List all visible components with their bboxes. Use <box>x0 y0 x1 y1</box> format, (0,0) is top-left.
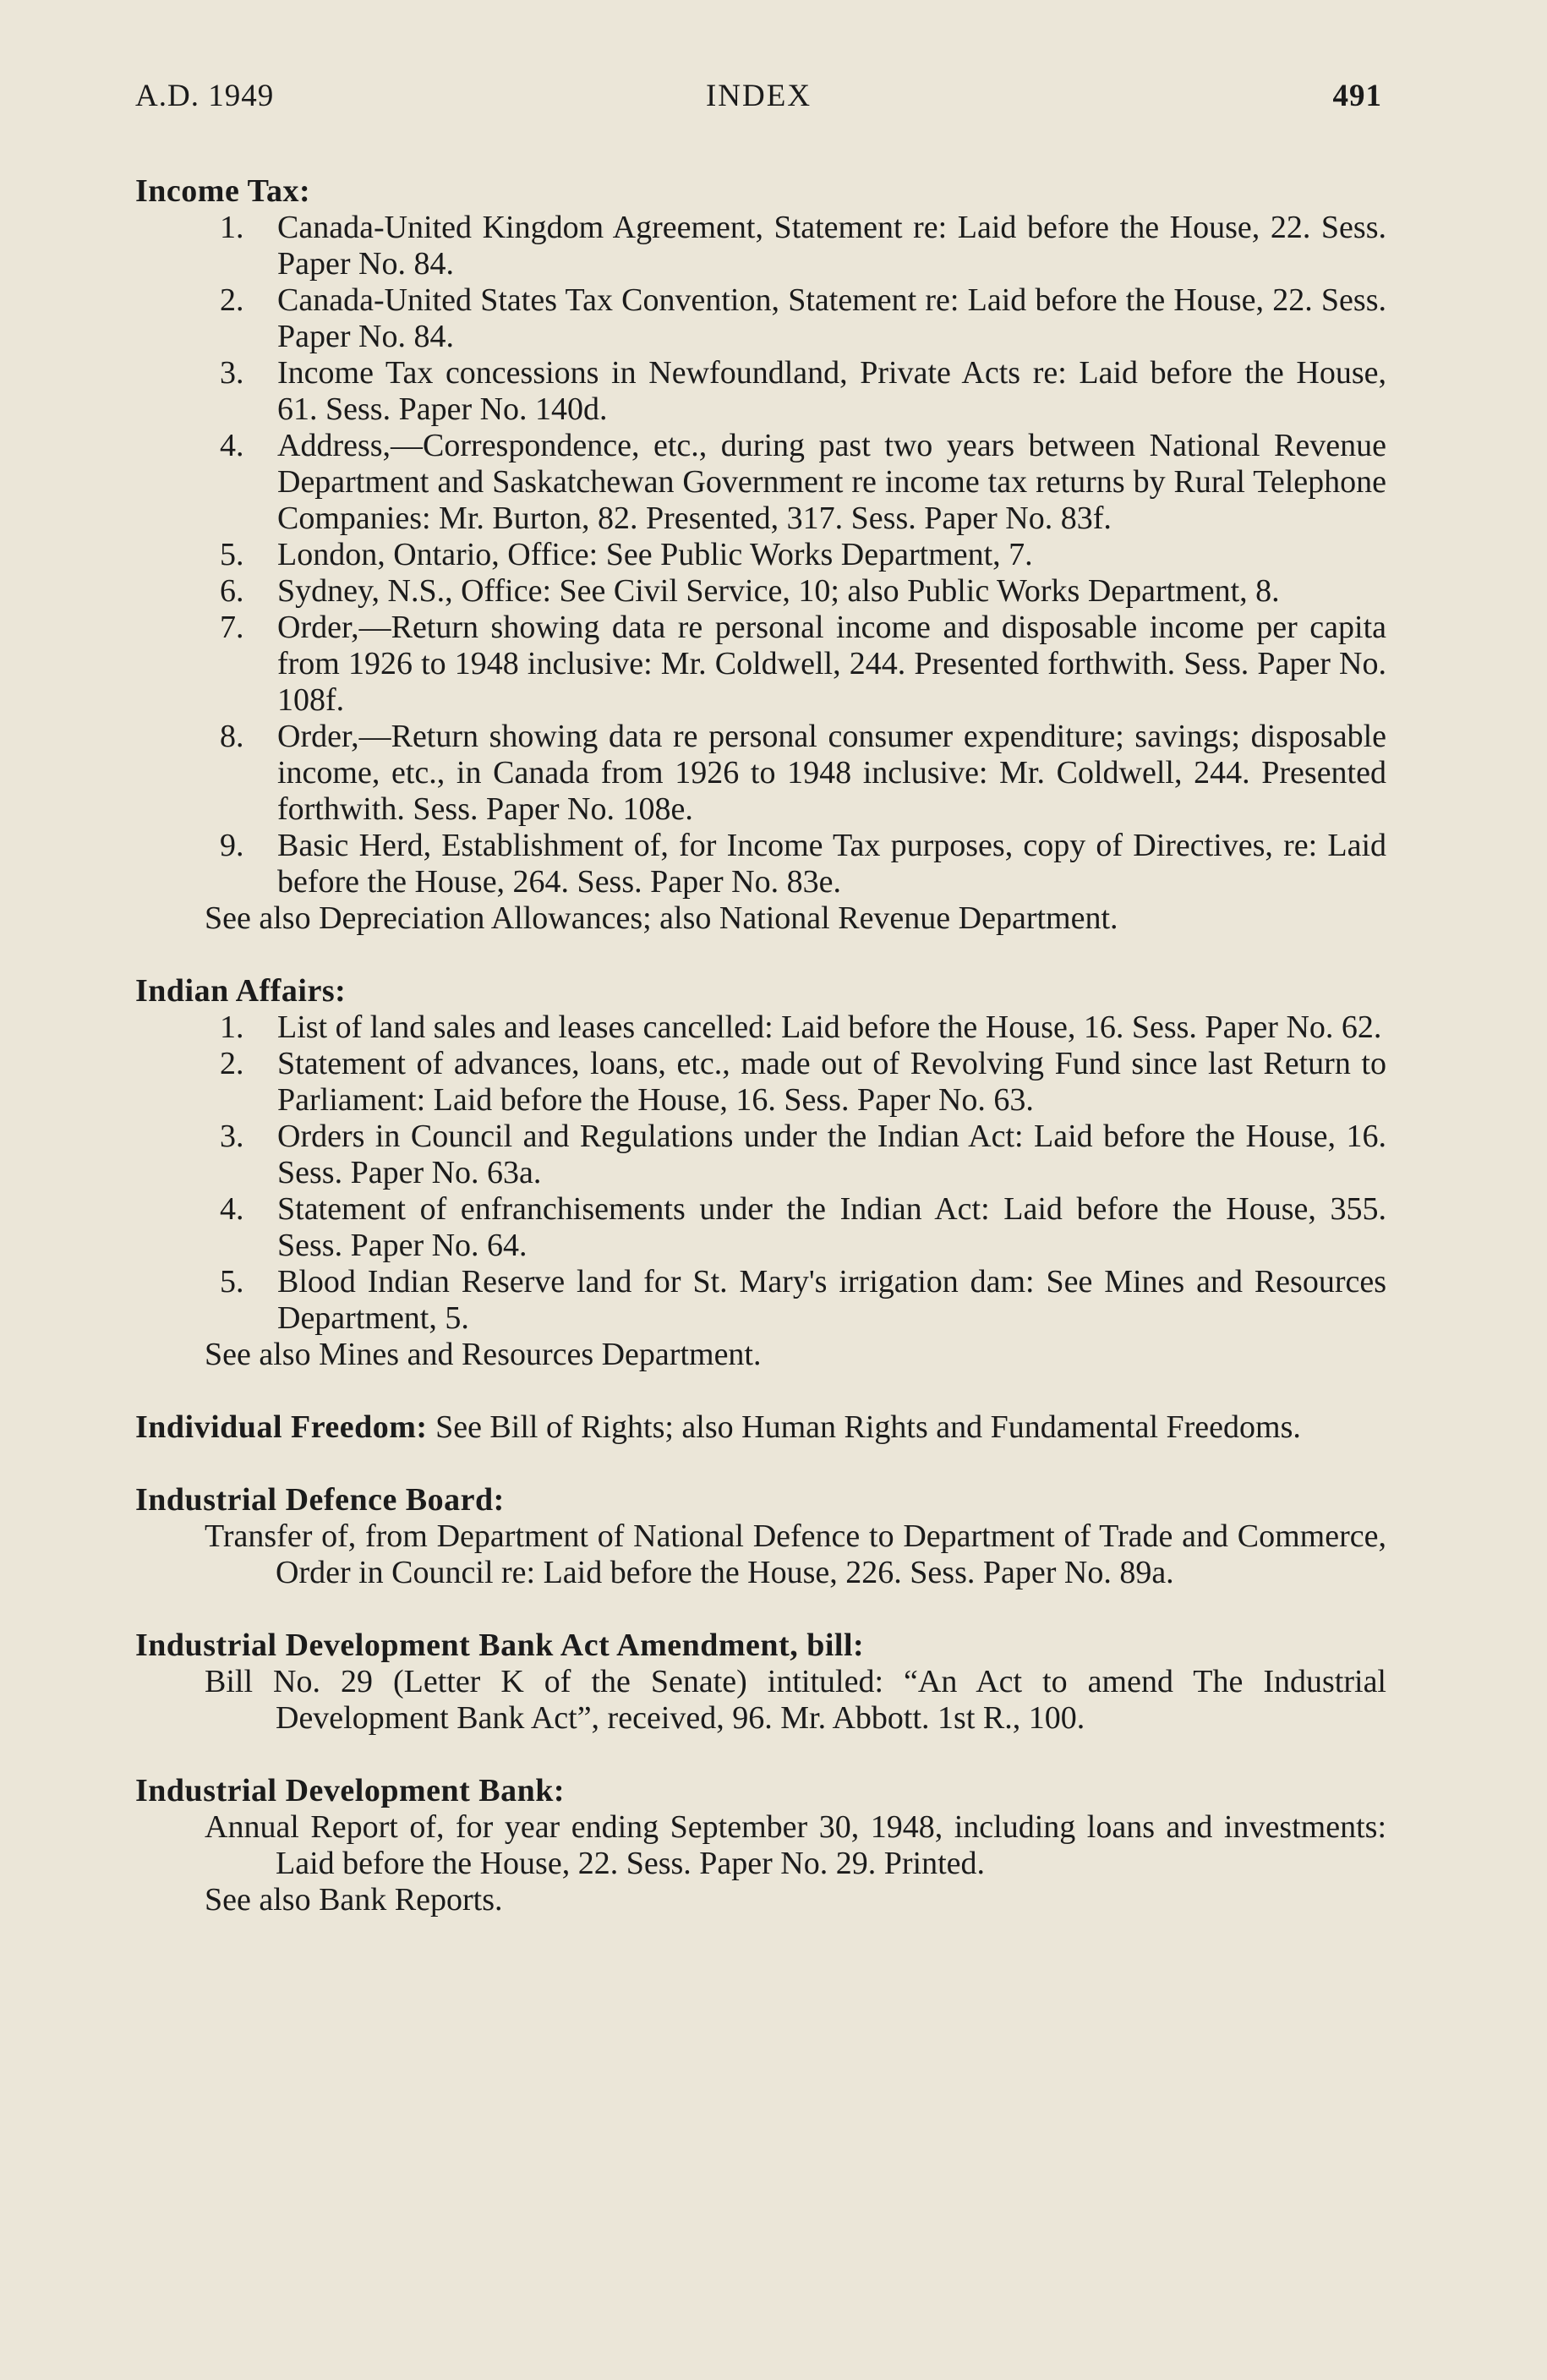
item-number: 1. <box>220 1009 244 1045</box>
item-number: 8. <box>220 719 244 754</box>
entry-individual-freedom <box>135 1409 1386 1446</box>
item-text: List of land sales and leases cancelled: Laid before the House, 16. Sess. Paper No. 62. <box>277 1009 1382 1045</box>
item-number: 7. <box>220 610 244 645</box>
header-title: INDEX <box>705 79 812 113</box>
item-text: Address,—Correspondence, etc., during past two years between National Revenue Department and Saskatchewan Government re income tax returns by Rural Telephone Companies: Mr. Burton, 82. Presented, 317. Sess. Paper No. 83f. <box>277 428 1386 536</box>
entry-heading: Industrial Development Bank: <box>135 1773 566 1808</box>
item-text: Blood Indian Reserve land for St. Mary's irrigation dam: See Mines and Resources Department, 5. <box>277 1264 1386 1336</box>
item-text: Basic Herd, Establishment of, for Income Tax purposes, copy of Directives, re: Laid before the House, 264. Sess. Paper No. 83e. <box>277 828 1386 900</box>
entry-items <box>135 210 1386 900</box>
item-text: Orders in Council and Regulations under the Indian Act: Laid before the House, 16. Sess. Paper No. 63a. <box>277 1119 1386 1190</box>
item-number: 3. <box>220 355 244 391</box>
entry-heading: Industrial Development Bank Act Amendment, bill: <box>135 1628 865 1663</box>
item-number: 1. <box>220 210 244 245</box>
item-number: 9. <box>220 828 244 863</box>
item-text: Order,—Return showing data re personal income and disposable income per capita from 1926 to 1948 inclusive: Mr. Coldwell, 244. Presented forthwith. Sess. Paper No. 108f. <box>277 610 1386 718</box>
running-head <box>135 78 1382 129</box>
item-text: London, Ontario, Office: See Public Works Department, 7. <box>277 537 1033 572</box>
entry-industrial-development-bank-act <box>135 1628 1386 1737</box>
entry-heading: Individual Freedom: <box>135 1409 428 1445</box>
item-number: 5. <box>220 537 244 572</box>
entry-income-tax <box>135 173 1386 937</box>
item-text: Order,—Return showing data re personal consumer expenditure; savings; disposable income, etc., in Canada from 1926 to 1948 inclusive: Mr. Coldwell, 244. Presented forthwith. Sess. Paper No. 108e. <box>277 719 1386 827</box>
item-number: 3. <box>220 1119 244 1154</box>
index-content <box>135 173 1386 1955</box>
item-text: Sydney, N.S., Office: See Civil Service, 10; also Public Works Department, 8. <box>277 573 1280 609</box>
entry-heading: Indian Affairs: <box>135 973 347 1009</box>
list-item <box>135 1046 1386 1119</box>
item-number: 4. <box>220 428 244 463</box>
item-text: Canada-United States Tax Convention, Statement re: Laid before the House, 22. Sess. Paper No. 84. <box>277 282 1386 354</box>
list-item <box>135 355 1386 428</box>
list-item <box>135 610 1386 719</box>
item-text: Canada-United Kingdom Agreement, Statement re: Laid before the House, 22. Sess. Paper No. 84. <box>277 210 1386 282</box>
entry-industrial-development-bank <box>135 1773 1386 1918</box>
item-text: Statement of enfranchisements under the Indian Act: Laid before the House, 355. Sess. Paper No. 64. <box>277 1191 1386 1263</box>
item-number: 6. <box>220 573 244 609</box>
item-number: 2. <box>220 1046 244 1081</box>
item-text: Statement of advances, loans, etc., made out of Revolving Fund since last Return to Parliament: Laid before the House, 16. Sess. Paper No. 63. <box>277 1046 1386 1118</box>
list-item <box>135 1191 1386 1264</box>
entry-inline <box>135 1409 1386 1446</box>
entry-text: Annual Report of, for year ending September 30, 1948, including loans and investments: Laid before the House, 22. Sess. Paper No. 29. Printed. <box>205 1809 1386 1881</box>
entry-heading: Industrial Defence Board: <box>135 1482 505 1518</box>
entry-indian-affairs <box>135 973 1386 1373</box>
list-item <box>135 537 1386 573</box>
entry-heading: Income Tax: <box>135 173 311 209</box>
item-number: 5. <box>220 1264 244 1299</box>
list-item <box>135 1119 1386 1191</box>
see-also-reference: See also Mines and Resources Department. <box>205 1337 762 1372</box>
list-item <box>135 828 1386 900</box>
list-item <box>135 428 1386 537</box>
see-also-reference: See also Depreciation Allowances; also National Revenue Department. <box>205 900 1118 936</box>
item-number: 2. <box>220 282 244 318</box>
list-item <box>135 282 1386 355</box>
entry-text: Bill No. 29 (Letter K of the Senate) intituled: “An Act to amend The Industrial Development Bank Act”, received, 96. Mr. Abbott. 1st R., 100. <box>205 1664 1386 1736</box>
item-number: 4. <box>220 1191 244 1227</box>
list-item <box>135 1264 1386 1337</box>
entry-items <box>135 1009 1386 1337</box>
list-item <box>135 210 1386 282</box>
entry-text: Transfer of, from Department of National Defence to Department of Trade and Commerce, Order in Council re: Laid before the House, 226. Sess. Paper No. 89a. <box>205 1518 1386 1590</box>
list-item <box>135 573 1386 610</box>
header-year: A.D. 1949 <box>135 79 275 113</box>
item-text: Income Tax concessions in Newfoundland, Private Acts re: Laid before the House, 61. Sess. Paper No. 140d. <box>277 355 1386 427</box>
see-also-reference: See also Bank Reports. <box>205 1882 503 1918</box>
entry-industrial-defence-board <box>135 1482 1386 1591</box>
list-item <box>135 719 1386 828</box>
list-item <box>135 1009 1386 1046</box>
entry-text: See Bill of Rights; also Human Rights and Fundamental Freedoms. <box>435 1409 1301 1445</box>
page-number: 491 <box>1332 79 1382 113</box>
